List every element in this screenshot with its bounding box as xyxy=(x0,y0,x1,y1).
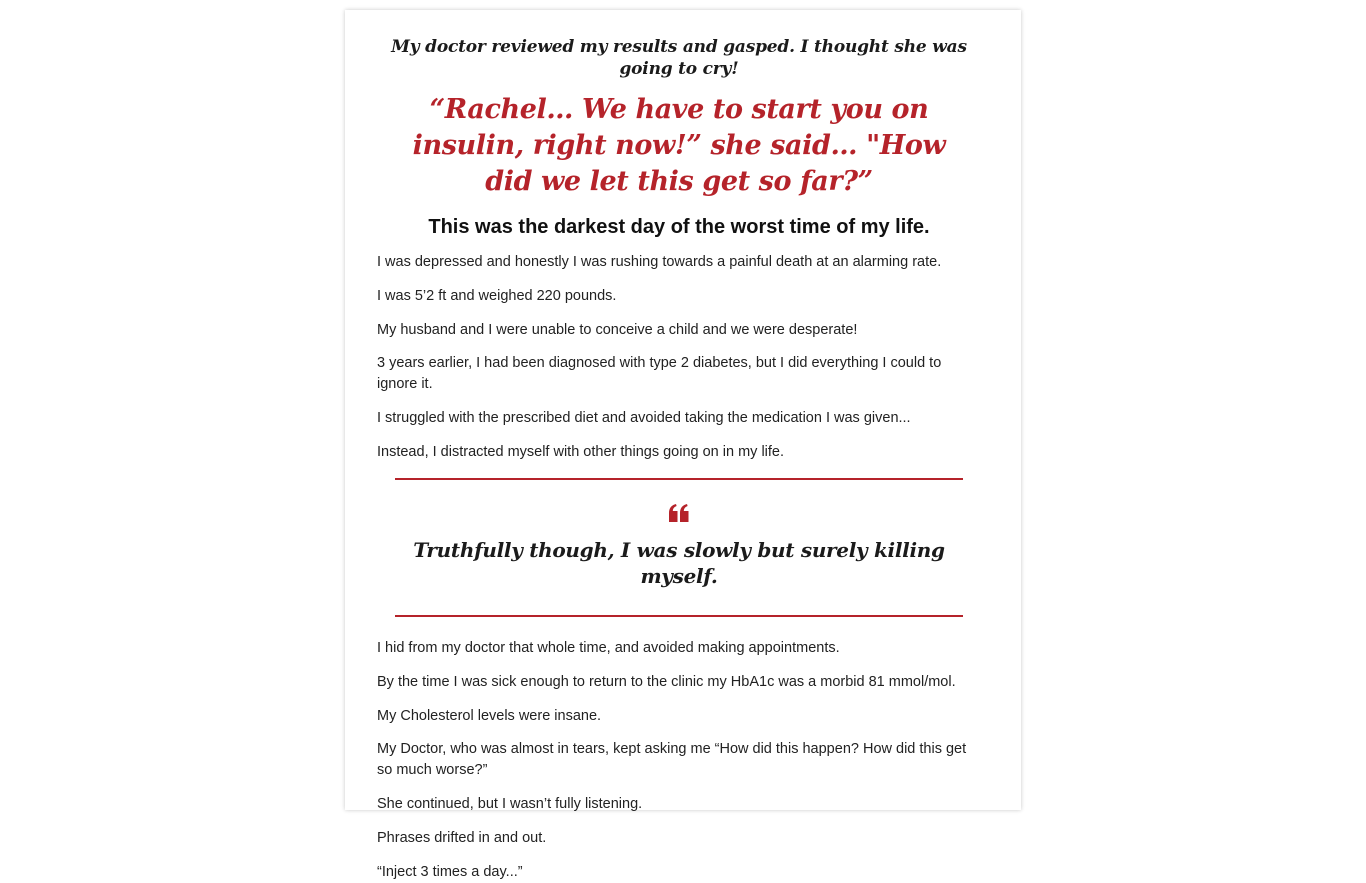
story-paragraph: My husband and I were unable to conceive a child and we were desperate! xyxy=(377,321,858,338)
story-paragraph: 3 years earlier, I had been diagnosed with type 2 diabetes, but I did everything I could to ignore it. xyxy=(377,355,942,393)
article-content xyxy=(345,10,1021,883)
story-paragraph: Instead, I distracted myself with other things going on in my life. xyxy=(377,443,785,460)
story-paragraph: My Cholesterol levels were insane. xyxy=(377,707,602,724)
doctor-quote-headline: “Rachel… We have to start you on insulin, right now!” she said… "How did we let this get so far?” xyxy=(412,94,946,197)
story-paragraph: I struggled with the prescribed diet and avoided taking the medication I was given... xyxy=(377,410,911,427)
story-paragraph: I was 5’2 ft and weighed 220 pounds. xyxy=(377,287,617,304)
pull-quote-text: Truthfully though, I was slowly but surely killing myself. xyxy=(413,537,945,588)
story-paragraph: She continued, but I wasn’t fully listening. xyxy=(377,796,643,813)
story-paragraph: I was depressed and honestly I was rushing towards a painful death at an alarming rate. xyxy=(377,254,942,270)
story-paragraph: My Doctor, who was almost in tears, kept asking me “How did this happen? How did this get so much worse?” xyxy=(377,741,967,779)
quote-open-icon xyxy=(668,504,690,524)
subheading: This was the darkest day of the worst time of my life. xyxy=(428,216,930,238)
pull-quote-block xyxy=(377,480,981,615)
divider-bottom xyxy=(395,615,963,617)
story-section-1 xyxy=(377,252,981,463)
story-paragraph: I hid from my doctor that whole time, and avoided making appointments. xyxy=(377,639,840,656)
story-paragraph: By the time I was sick enough to return to the clinic my HbA1c was a morbid 81 mmol/mol. xyxy=(377,673,956,690)
story-paragraph: Phrases drifted in and out. xyxy=(377,829,547,846)
intro-line: My doctor reviewed my results and gasped. I thought she was going to cry! xyxy=(391,37,967,79)
story-paragraph: “Inject 3 times a day...” xyxy=(377,863,523,880)
article-card xyxy=(345,10,1021,880)
story-section-2 xyxy=(377,638,981,883)
